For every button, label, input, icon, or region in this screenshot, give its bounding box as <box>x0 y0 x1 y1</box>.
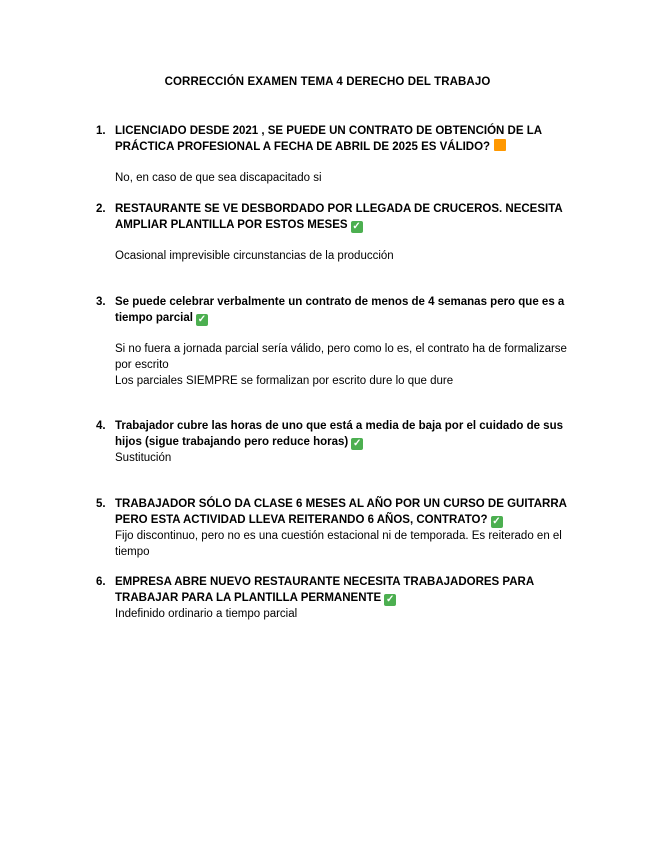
question-2-header <box>96 201 586 233</box>
check-mark-icon: ✓ <box>386 594 395 605</box>
question-4-answer: Sustitución <box>115 452 172 464</box>
question-3 <box>96 294 586 389</box>
question-6-header <box>96 574 586 606</box>
check-mark-icon: ✓ <box>352 221 361 232</box>
question-1 <box>96 123 586 186</box>
question-1-header <box>96 123 586 155</box>
question-number: 1. <box>96 125 106 137</box>
question-text: LICENCIADO DESDE 2021 , SE PUEDE UN CONTRATO DE OBTENCIÓN DE LA PRÁCTICA PROFESIONAL A FECHA DE ABRIL DE 2025 ES VÁLIDO? <box>115 125 542 153</box>
question-4-header <box>96 418 586 450</box>
document-title: CORRECCIÓN EXAMEN TEMA 4 DERECHO DEL TRABAJO <box>164 76 491 88</box>
question-number: 4. <box>96 420 106 432</box>
question-text: RESTAURANTE SE VE DESBORDADO POR LLEGADA DE CRUCEROS. NECESITA AMPLIAR PLANTILLA POR ESTOS MESES <box>115 203 563 231</box>
check-mark-icon: ✓ <box>353 438 362 449</box>
question-number: 3. <box>96 296 106 308</box>
check-mark-icon: ✓ <box>492 516 501 527</box>
question-number: 5. <box>96 498 106 510</box>
question-3-answer-line-1: Si no fuera a jornada parcial sería válido, pero como lo es, el contrato ha de formalizarse por escrito <box>115 343 567 371</box>
question-5-answer: Fijo discontinuo, pero no es una cuestión estacional ni de temporada. Es reiterado en el tiempo <box>115 530 562 558</box>
check-mark-icon: ✓ <box>197 314 207 325</box>
question-number: 2. <box>96 203 106 215</box>
orange-square-icon <box>494 139 506 151</box>
question-text: TRABAJADOR SÓLO DA CLASE 6 MESES AL AÑO POR UN CURSO DE GUITARRA PERO ESTA ACTIVIDAD LLEVA REITERANDO 6 AÑOS, CONTRATO? <box>115 498 567 526</box>
question-number: 6. <box>96 576 106 588</box>
question-text: Trabajador cubre las horas de uno que está a media de baja por el cuidado de sus hijos (sigue trabajando pero reduce horas) <box>115 420 563 448</box>
question-1-answer: No, en caso de que sea discapacitado si <box>115 172 322 184</box>
question-2 <box>96 201 586 264</box>
question-3-answer-line-2: Los parciales SIEMPRE se formalizan por escrito dure lo que dure <box>115 375 454 387</box>
question-text: Se puede celebrar verbalmente un contrato de menos de 4 semanas pero que es a tiempo parcial <box>115 296 565 324</box>
question-2-answer: Ocasional imprevisible circunstancias de la producción <box>115 250 394 262</box>
question-3-header <box>96 294 586 326</box>
question-5 <box>96 496 586 560</box>
question-5-header <box>96 496 586 528</box>
question-text: EMPRESA ABRE NUEVO RESTAURANTE NECESITA TRABAJADORES PARA TRABAJAR PARA LA PLANTILLA PERMANENTE <box>115 576 534 604</box>
question-6-answer: Indefinido ordinario a tiempo parcial <box>115 608 298 620</box>
question-4 <box>96 418 586 466</box>
question-6 <box>96 574 586 622</box>
